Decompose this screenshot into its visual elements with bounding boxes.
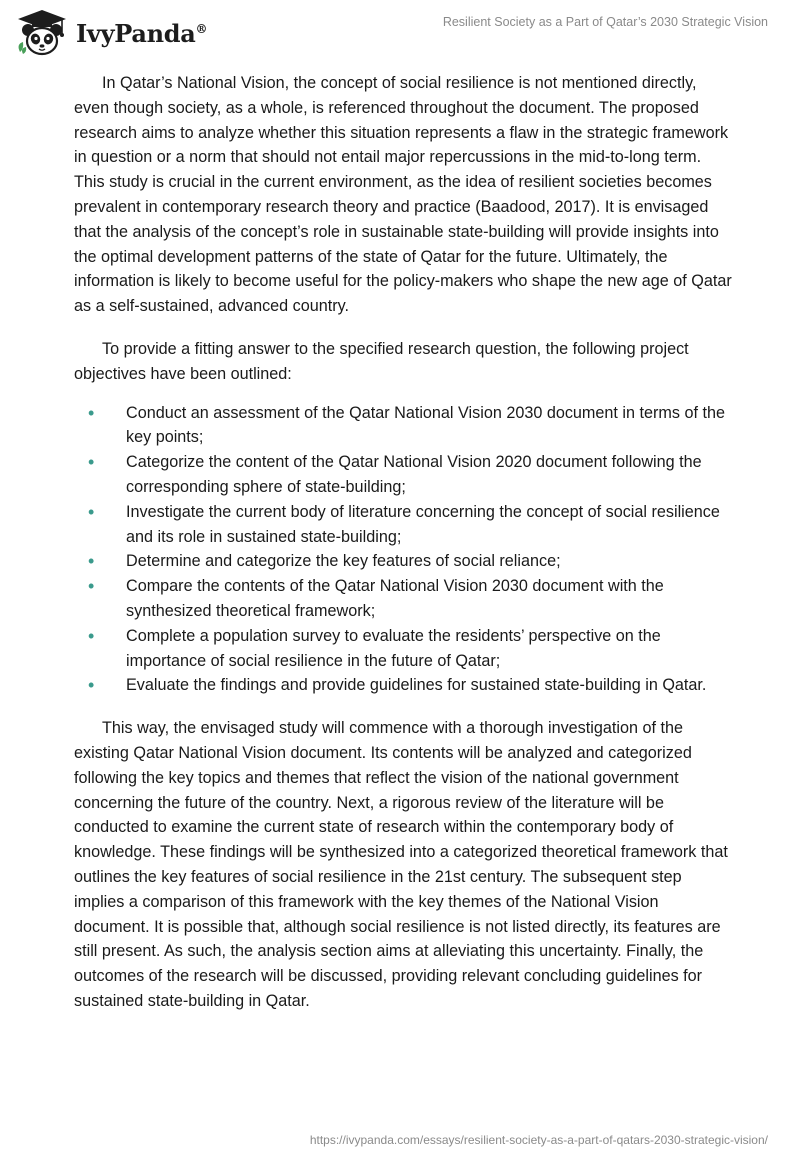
bullet-icon: •: [88, 625, 95, 646]
page-header: [0, 0, 800, 70]
bullet-icon: •: [88, 452, 95, 473]
essay-body: [74, 71, 734, 1014]
bullet-icon: •: [88, 675, 95, 696]
paragraph-intro: In Qatar’s National Vision, the concept of social resilience is not mentioned directly, even though society, as a whole, is referenced throughout the document. The proposed research aims to analyze whether this situation represents a flaw in the strategic framework in question or a norm that should not entail major repercussions in the mid-to-long term. This study is crucial in the current environment, as the idea of resilient societies becomes prevalent in contemporary research theory and practice (Baadood, 2017). It is envisaged that the analysis of the concept’s role in sustainable state-building will provide insights into the optimal development patterns of the state of Qatar for the future. Ultimately, the information is likely to become useful for the policy-makers who shape the new age of Qatar as a self-sustained, advanced country.: [74, 74, 732, 316]
brand-name: IvyPanda®: [76, 18, 208, 48]
list-item: • Evaluate the findings and provide guidelines for sustained state-building in Qatar.: [74, 673, 734, 698]
list-item: • Conduct an assessment of the Qatar National Vision 2030 document in terms of the key points;: [88, 402, 725, 447]
list-item: • Investigate the current body of literature concerning the concept of social resilience and its role in sustained state-building;: [88, 501, 720, 546]
bullet-icon: •: [88, 551, 95, 572]
bullet-icon: •: [88, 576, 95, 597]
document-title: Resilient Society as a Part of Qatar’s 2030 Strategic Vision: [442, 15, 768, 29]
source-url-link[interactable]: https://ivypanda.com/essays/resilient-society-as-a-part-of-qatars-2030-strategic-vision/: [309, 1133, 768, 1147]
paragraph-methodology: This way, the envisaged study will commence with a thorough investigation of the existing Qatar National Vision document. Its contents will be analyzed and categorized following the key topics and themes that reflect the vision of the national government concerning the future of the country. Next, a rigorous review of the literature will be conducted to examine the current state of research within the contemporary body of knowledge. These findings will be synthesized into a categorized theoretical framework that outlines the key features of social resilience in the 21st century. The subsequent step implies a comparison of this framework with the key themes of the National Vision document. It is possible that, although social resilience is not listed directly, its features are still present. As such, the analysis section aims at alleviating this uncertainty. Finally, the outcomes of the research will be discussed, providing relevant concluding guidelines for sustained state-building in Qatar.: [74, 719, 728, 1010]
objectives-list: [74, 401, 734, 699]
ivypanda-logo[interactable]: [14, 8, 207, 58]
list-item: • Categorize the content of the Qatar National Vision 2020 document following the corresponding sphere of state-building;: [88, 452, 702, 496]
bullet-icon: •: [88, 501, 95, 522]
list-item: • Determine and categorize the key features of social reliance;: [74, 549, 734, 574]
panda-graduate-icon: [14, 8, 70, 58]
list-item: • Compare the contents of the Qatar National Vision 2030 document with the synthesized theoretical framework;: [88, 576, 664, 620]
bullet-icon: •: [88, 402, 95, 423]
list-item: • Complete a population survey to evaluate the residents’ perspective on the importance of social resilience in the future of Qatar;: [88, 625, 661, 670]
paragraph-objectives-lead: To provide a fitting answer to the specified research question, the following project objectives have been outlined:: [74, 339, 689, 383]
